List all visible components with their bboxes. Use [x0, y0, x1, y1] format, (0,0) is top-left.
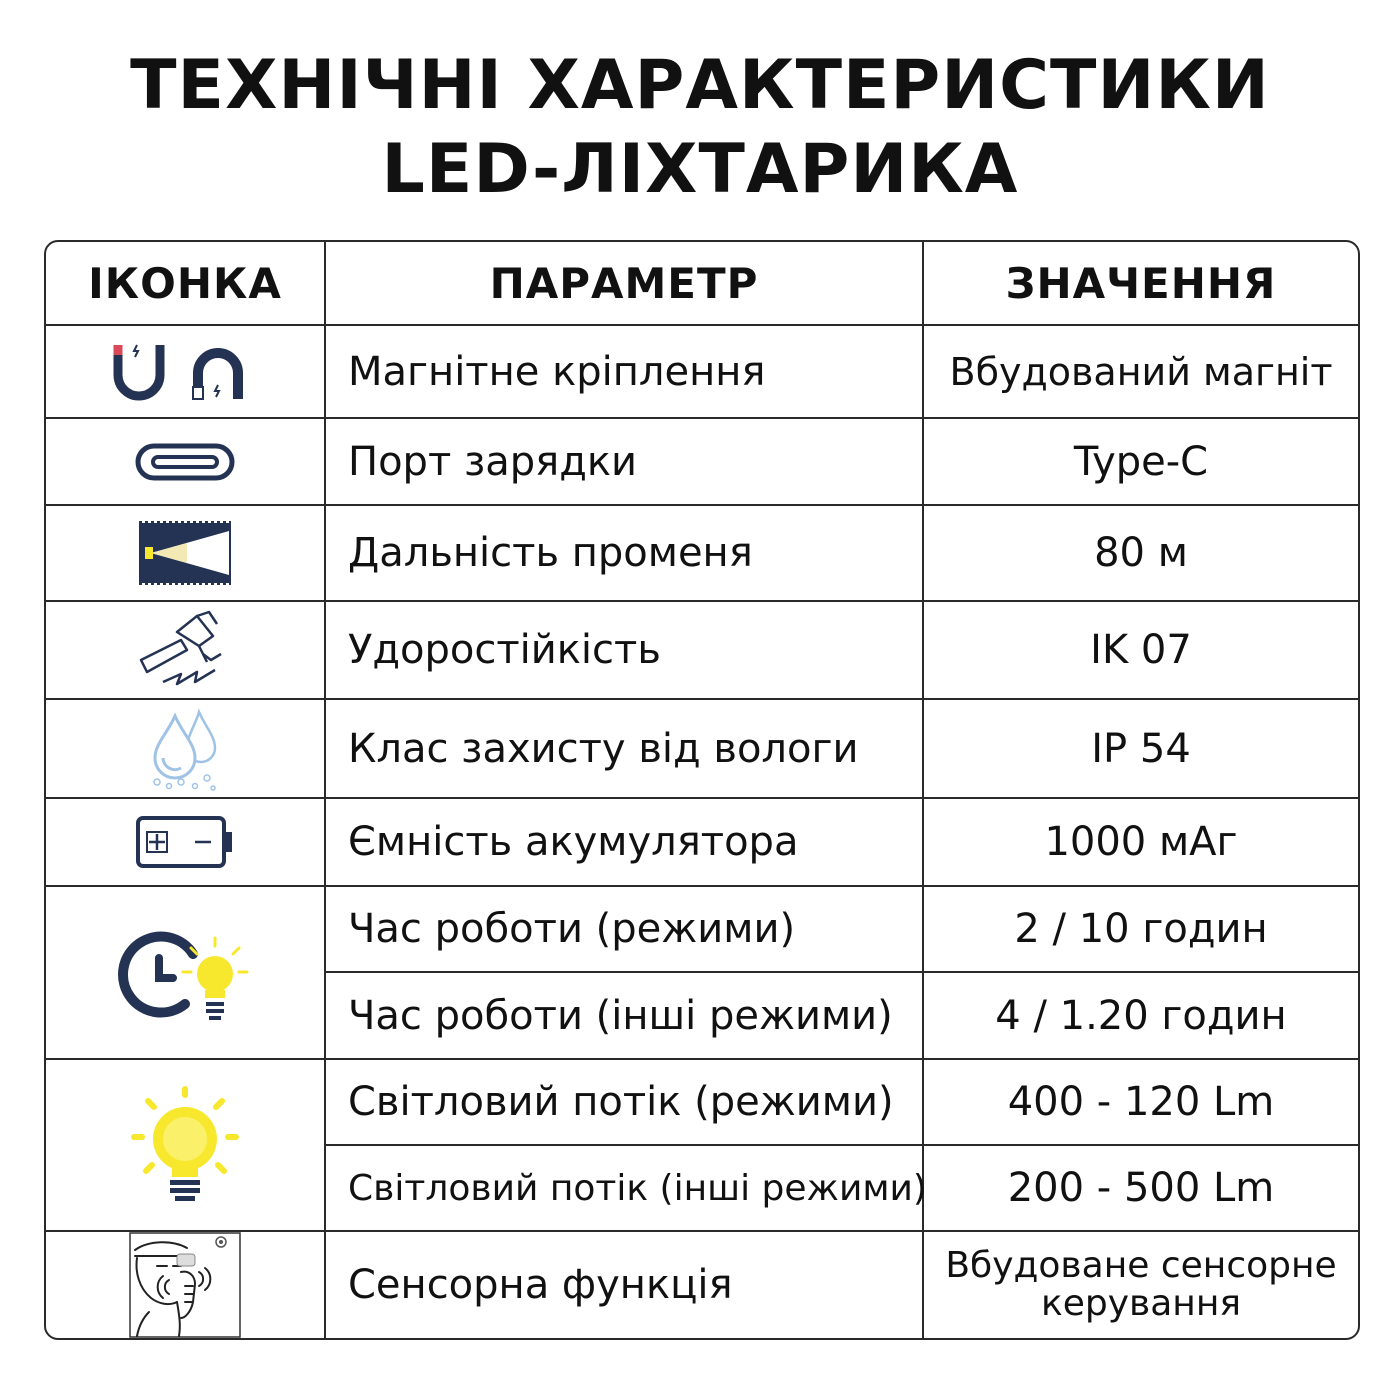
table-row	[46, 799, 1358, 887]
table-row	[46, 1232, 1358, 1338]
value-cell: IP 54	[924, 700, 1358, 799]
value-cell: 400 - 120 Lm	[924, 1060, 1358, 1146]
page-title	[0, 44, 1400, 212]
value-cell: Вбудований магніт	[924, 326, 1358, 419]
value-cell: 1000 мАг	[924, 799, 1358, 887]
table-row	[46, 887, 1358, 973]
header-param: ПАРАМЕТР	[326, 242, 924, 326]
title-line-2: LED-ЛІХТАРИКА	[381, 130, 1019, 209]
light-bulb-icon	[46, 1060, 326, 1232]
table-row	[46, 506, 1358, 602]
water-drops-icon	[46, 700, 326, 799]
title-line-1: ТЕХНІЧНІ ХАРАКТЕРИСТИКИ	[130, 46, 1270, 125]
value-cell: Type-C	[924, 419, 1358, 506]
value-cell: IK 07	[924, 602, 1358, 700]
param-cell: Ємність акумулятора	[326, 799, 924, 887]
magnet-icon	[46, 326, 326, 419]
param-cell: Світловий потік (інші режими)	[326, 1146, 924, 1232]
param-cell: Сенсорна функція	[326, 1232, 924, 1338]
beam-distance-icon	[46, 506, 326, 602]
table-row	[46, 700, 1358, 799]
param-cell: Час роботи (інші режими)	[326, 973, 924, 1060]
table-row	[46, 419, 1358, 506]
value-cell: 2 / 10 годин	[924, 887, 1358, 973]
param-cell: Порт зарядки	[326, 419, 924, 506]
header-icon: ІКОНКА	[46, 242, 326, 326]
hammer-impact-icon	[46, 602, 326, 700]
clock-bulb-icon	[46, 887, 326, 1060]
param-cell: Час роботи (режими)	[326, 887, 924, 973]
value-cell: 80 м	[924, 506, 1358, 602]
header-value: ЗНАЧЕННЯ	[924, 242, 1358, 326]
table-row	[46, 1060, 1358, 1146]
table-row	[46, 602, 1358, 700]
param-cell: Удоростійкість	[326, 602, 924, 700]
battery-icon	[46, 799, 326, 887]
param-cell: Світловий потік (режими)	[326, 1060, 924, 1146]
param-cell: Клас захисту від вологи	[326, 700, 924, 799]
value-cell: 200 - 500 Lm	[924, 1146, 1358, 1232]
touch-sensor-icon	[46, 1232, 326, 1338]
table-row	[46, 326, 1358, 419]
param-cell: Дальність променя	[326, 506, 924, 602]
param-cell: Магнітне кріплення	[326, 326, 924, 419]
spec-table	[44, 240, 1360, 1340]
table-header-row	[46, 242, 1358, 326]
value-cell: 4 / 1.20 годин	[924, 973, 1358, 1060]
usb-type-c-icon	[46, 419, 326, 506]
value-cell: Вбудоване сенсорне керування	[945, 1245, 1337, 1324]
